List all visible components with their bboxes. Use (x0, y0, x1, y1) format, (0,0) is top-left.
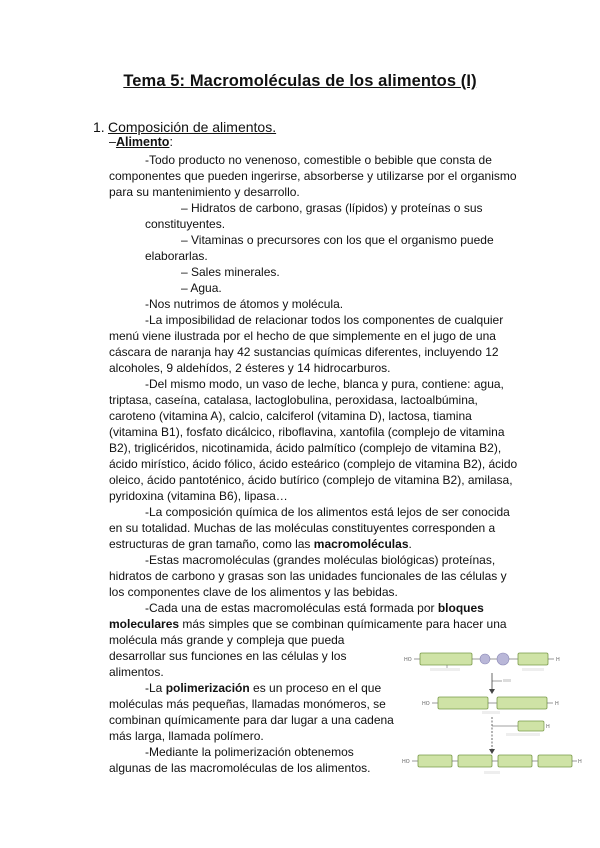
svg-text:H: H (555, 701, 559, 707)
text-line: elaborarlas. (145, 249, 208, 263)
bold-term: macromoléculas (313, 537, 409, 551)
text-line: en su totalidad. Muchas de las moléculas constituyentes corresponden a (109, 521, 496, 535)
monomer-circle (480, 654, 490, 664)
list-item: – Sales minerales. (181, 265, 280, 279)
section-heading (93, 119, 276, 135)
text-run: estructuras de gran tamaño, como las (109, 537, 314, 551)
monomer-box (518, 653, 548, 665)
svg-text:H: H (546, 724, 550, 730)
text-line: hidratos de carbono y grasas son las unidades funcionales de las células y (109, 569, 507, 583)
text-line: -Estas macromoléculas (grandes moléculas biológicas) proteínas, (145, 553, 496, 567)
text-line: -Mediante la polimerización obtenemos (145, 745, 354, 759)
text-line: B2), triglicéridos, nicotinamida, ácido palmítico (complejo de vitamina B2), (109, 441, 502, 455)
text-line: alcoholes, 9 aldehídos, 2 ésteres y 14 hidrocarburos. (109, 361, 391, 375)
text-run: es un proceso en el que (249, 681, 382, 695)
dimer-box (497, 697, 547, 709)
diagram-bottom-row (402, 755, 582, 774)
list-item: – Vitaminas o precursores con los que el organismo puede (181, 233, 494, 247)
text-line: menú viene ilustrada por el hecho de que simplemente en el jugo de una (109, 329, 496, 343)
monomer-box (518, 721, 544, 731)
text-line: triptasa, caseína, catalasa, lactoglobulina, peroxidasa, lactoalbúmina, (109, 393, 478, 407)
text-line (109, 536, 412, 552)
page-title: Tema 5: Macromoléculas de los alimentos (I) (123, 72, 477, 90)
section-number: 1. (93, 119, 105, 135)
text-line: combinan químicamente para dar lugar a una cadena (109, 713, 394, 727)
polymer-box (538, 755, 572, 767)
list-item: – Agua. (181, 281, 222, 295)
text-line: pyridoxina (vitamina B6), lipasa… (109, 489, 288, 503)
text-line: algunas de las macromoléculas de los alimentos. (109, 761, 371, 775)
diagram-middle-row (422, 697, 559, 714)
text-line: constituyentes. (145, 217, 226, 231)
text-line: los componentes clave de los alimentos y las bebidas. (109, 585, 398, 599)
bold-term: bloques (437, 601, 484, 615)
text-line (145, 680, 381, 696)
polymer-box (458, 755, 492, 767)
diagram-top-row (404, 653, 560, 671)
text-line: componentes que pueden ingerirse, absorberse y utilizarse por el organismo (109, 169, 517, 183)
text-line: desarrollar sus funciones en las células y los (109, 649, 347, 663)
text-line: -La composición química de los alimentos está lejos de ser conocida (145, 505, 510, 519)
list-item: – Hidratos de carbono, grasas (lípidos) y proteínas o sus (181, 201, 483, 215)
text-line: molécula más grande y compleja que pueda (109, 633, 345, 647)
dimer-box (438, 697, 488, 709)
text-line: oleico, ácido pantoténico, ácido butírico (complejo de vitamina B2), amilasa, (109, 473, 513, 487)
monomer-circle (497, 653, 509, 665)
text-run: más simples que se combinan químicamente para hacer una (179, 617, 507, 631)
bold-term: polimerización (165, 681, 250, 695)
text-line: -Nos nutrimos de átomos y molécula. (145, 297, 344, 311)
text-line (109, 616, 507, 632)
polymer-box (498, 755, 532, 767)
alimento-heading (109, 134, 173, 150)
text-line (145, 600, 484, 616)
text-line: ácido mirístico, ácido fólico, ácido esteárico (complejo de vitamina B2), ácido (109, 457, 518, 471)
svg-text:HO: HO (404, 657, 412, 663)
alimento-term: Alimento (115, 135, 170, 149)
text-run: -La (145, 681, 166, 695)
svg-text:HO: HO (422, 701, 430, 707)
svg-text:HO: HO (402, 759, 410, 765)
text-run: . (408, 537, 412, 551)
text-line: caroteno (vitamina A), calcio, calciferol (vitamina D), lactosa, tiamina (109, 409, 472, 423)
text-line: -La imposibilidad de relacionar todos los componentes de cualquier (145, 313, 504, 327)
text-line: -Del mismo modo, un vaso de leche, blanca y pura, contiene: agua, (145, 377, 504, 391)
diagram-arrow-2 (489, 717, 550, 754)
text-line: cáscara de naranja hay 42 sustancias químicas diferentes, incluyendo 12 (109, 345, 499, 359)
text-line: alimentos. (109, 665, 164, 679)
text-line: moléculas más pequeñas, llamadas monómeros, se (109, 697, 386, 711)
text-run: -Cada una de estas macromoléculas está formada por (145, 601, 438, 615)
text-line: (vitamina B1), fosfato dicálcico, riboflavina, xantofila (complejo de vitamina (109, 425, 505, 439)
polymerization-diagram-icon (402, 647, 582, 782)
monomer-box (420, 653, 472, 665)
section-title: Composición de alimentos. (108, 119, 277, 135)
text-line: para su mantenimiento y desarrollo. (109, 185, 300, 199)
alimento-suffix: : (169, 135, 173, 149)
svg-text:H: H (556, 657, 560, 663)
diagram-arrow-1 (489, 673, 511, 694)
bold-term: moleculares (109, 617, 180, 631)
svg-text:H: H (578, 759, 582, 765)
text-line: más larga, llamada polímero. (109, 729, 264, 743)
polymer-box (418, 755, 452, 767)
text-line: -Todo producto no venenoso, comestible o bebible que consta de (145, 153, 492, 167)
alimento-prefix: – (109, 135, 116, 149)
